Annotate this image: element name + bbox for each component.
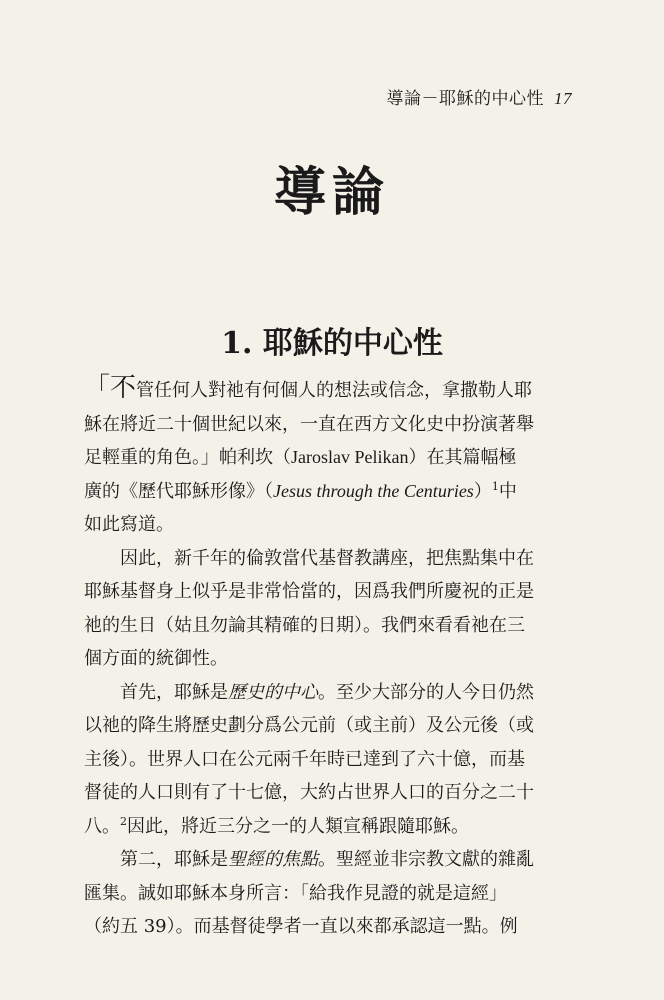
emphasis: 聖經的焦點 <box>228 849 318 870</box>
text-segment: ）在其篇幅極 <box>408 447 517 468</box>
text-segment: 首先，耶穌是 <box>120 681 228 703</box>
text-line: 主後）。世界人口在公元兩千年時已達到了六十億，而基 <box>84 748 525 770</box>
text-segment: 因此，新千年的倫敦當代基督教講座，把焦點集中在 <box>120 547 534 569</box>
text-line: （約五 39）。而基督徒學者一直以來都承認這一點。例 <box>84 916 518 937</box>
text-segment: 管任何人對祂有何個人的想法或信念，拿撒勒人耶 <box>136 380 533 401</box>
running-title: 導論－耶穌的中心性 <box>386 89 544 109</box>
text-line: 穌在將近二十個世紀以來，一直在西方文化史中扮演著舉 <box>84 413 534 435</box>
text-segment: 足輕重的角色。」帕利坎（ <box>84 447 291 468</box>
text-line: 耶穌基督身上似乎是非常恰當的，因爲我們所慶祝的正是 <box>84 581 534 602</box>
text-line <box>84 810 554 844</box>
text-segment: 中 <box>498 480 517 502</box>
text-line: 督徒的人口則有了十七億，大約占世界人口的百分之二十 <box>84 782 534 803</box>
text-line: 如此寫道。 <box>84 514 174 535</box>
footnote-ref: 1 <box>491 479 499 493</box>
footnote-ref: 2 <box>120 814 127 828</box>
running-header <box>387 84 573 109</box>
drop-cap: 不 <box>110 373 137 403</box>
text-segment: 。聖經並非宗教文獻的雜亂 <box>318 849 534 870</box>
text-line: 個方面的統御性。 <box>84 648 228 669</box>
text-segment: 第二，耶穌是 <box>120 849 228 870</box>
text-line <box>84 475 554 509</box>
text-line <box>84 441 554 475</box>
emphasis: 歷史的中心 <box>228 681 318 703</box>
text-line: 祂的生日（姑且勿論其精確的日期）。我們來看看祂在三 <box>84 614 525 636</box>
book-title: Jesus through the Centuries <box>273 480 474 501</box>
text-segment: ） <box>473 480 492 502</box>
text-line <box>84 676 554 710</box>
text-line: 匯集。誠如耶穌本身所言：「給我作見證的就是這經」 <box>84 882 507 904</box>
text-line <box>84 372 554 408</box>
body-text <box>84 372 554 944</box>
author-name: Jaroslav Pelikan <box>291 447 409 467</box>
text-line: 以祂的降生將歷史劃分爲公元前（或主前）及公元後（或 <box>84 715 534 736</box>
text-segment: 廣的《歷代耶穌形像》（ <box>84 480 273 502</box>
text-segment: 因此，將近三分之一的人類宣稱跟隨耶穌。 <box>127 815 469 837</box>
text-line <box>84 542 554 576</box>
text-segment: 八。 <box>84 815 120 837</box>
open-quote: 「 <box>84 373 111 403</box>
text-line <box>84 843 554 877</box>
text-segment: 。至少大部分的人今日仍然 <box>318 681 534 703</box>
section-title: 1. 耶穌的中心性 <box>221 326 443 361</box>
page-number: 17 <box>554 89 572 108</box>
chapter-title: 導論 <box>273 162 390 223</box>
